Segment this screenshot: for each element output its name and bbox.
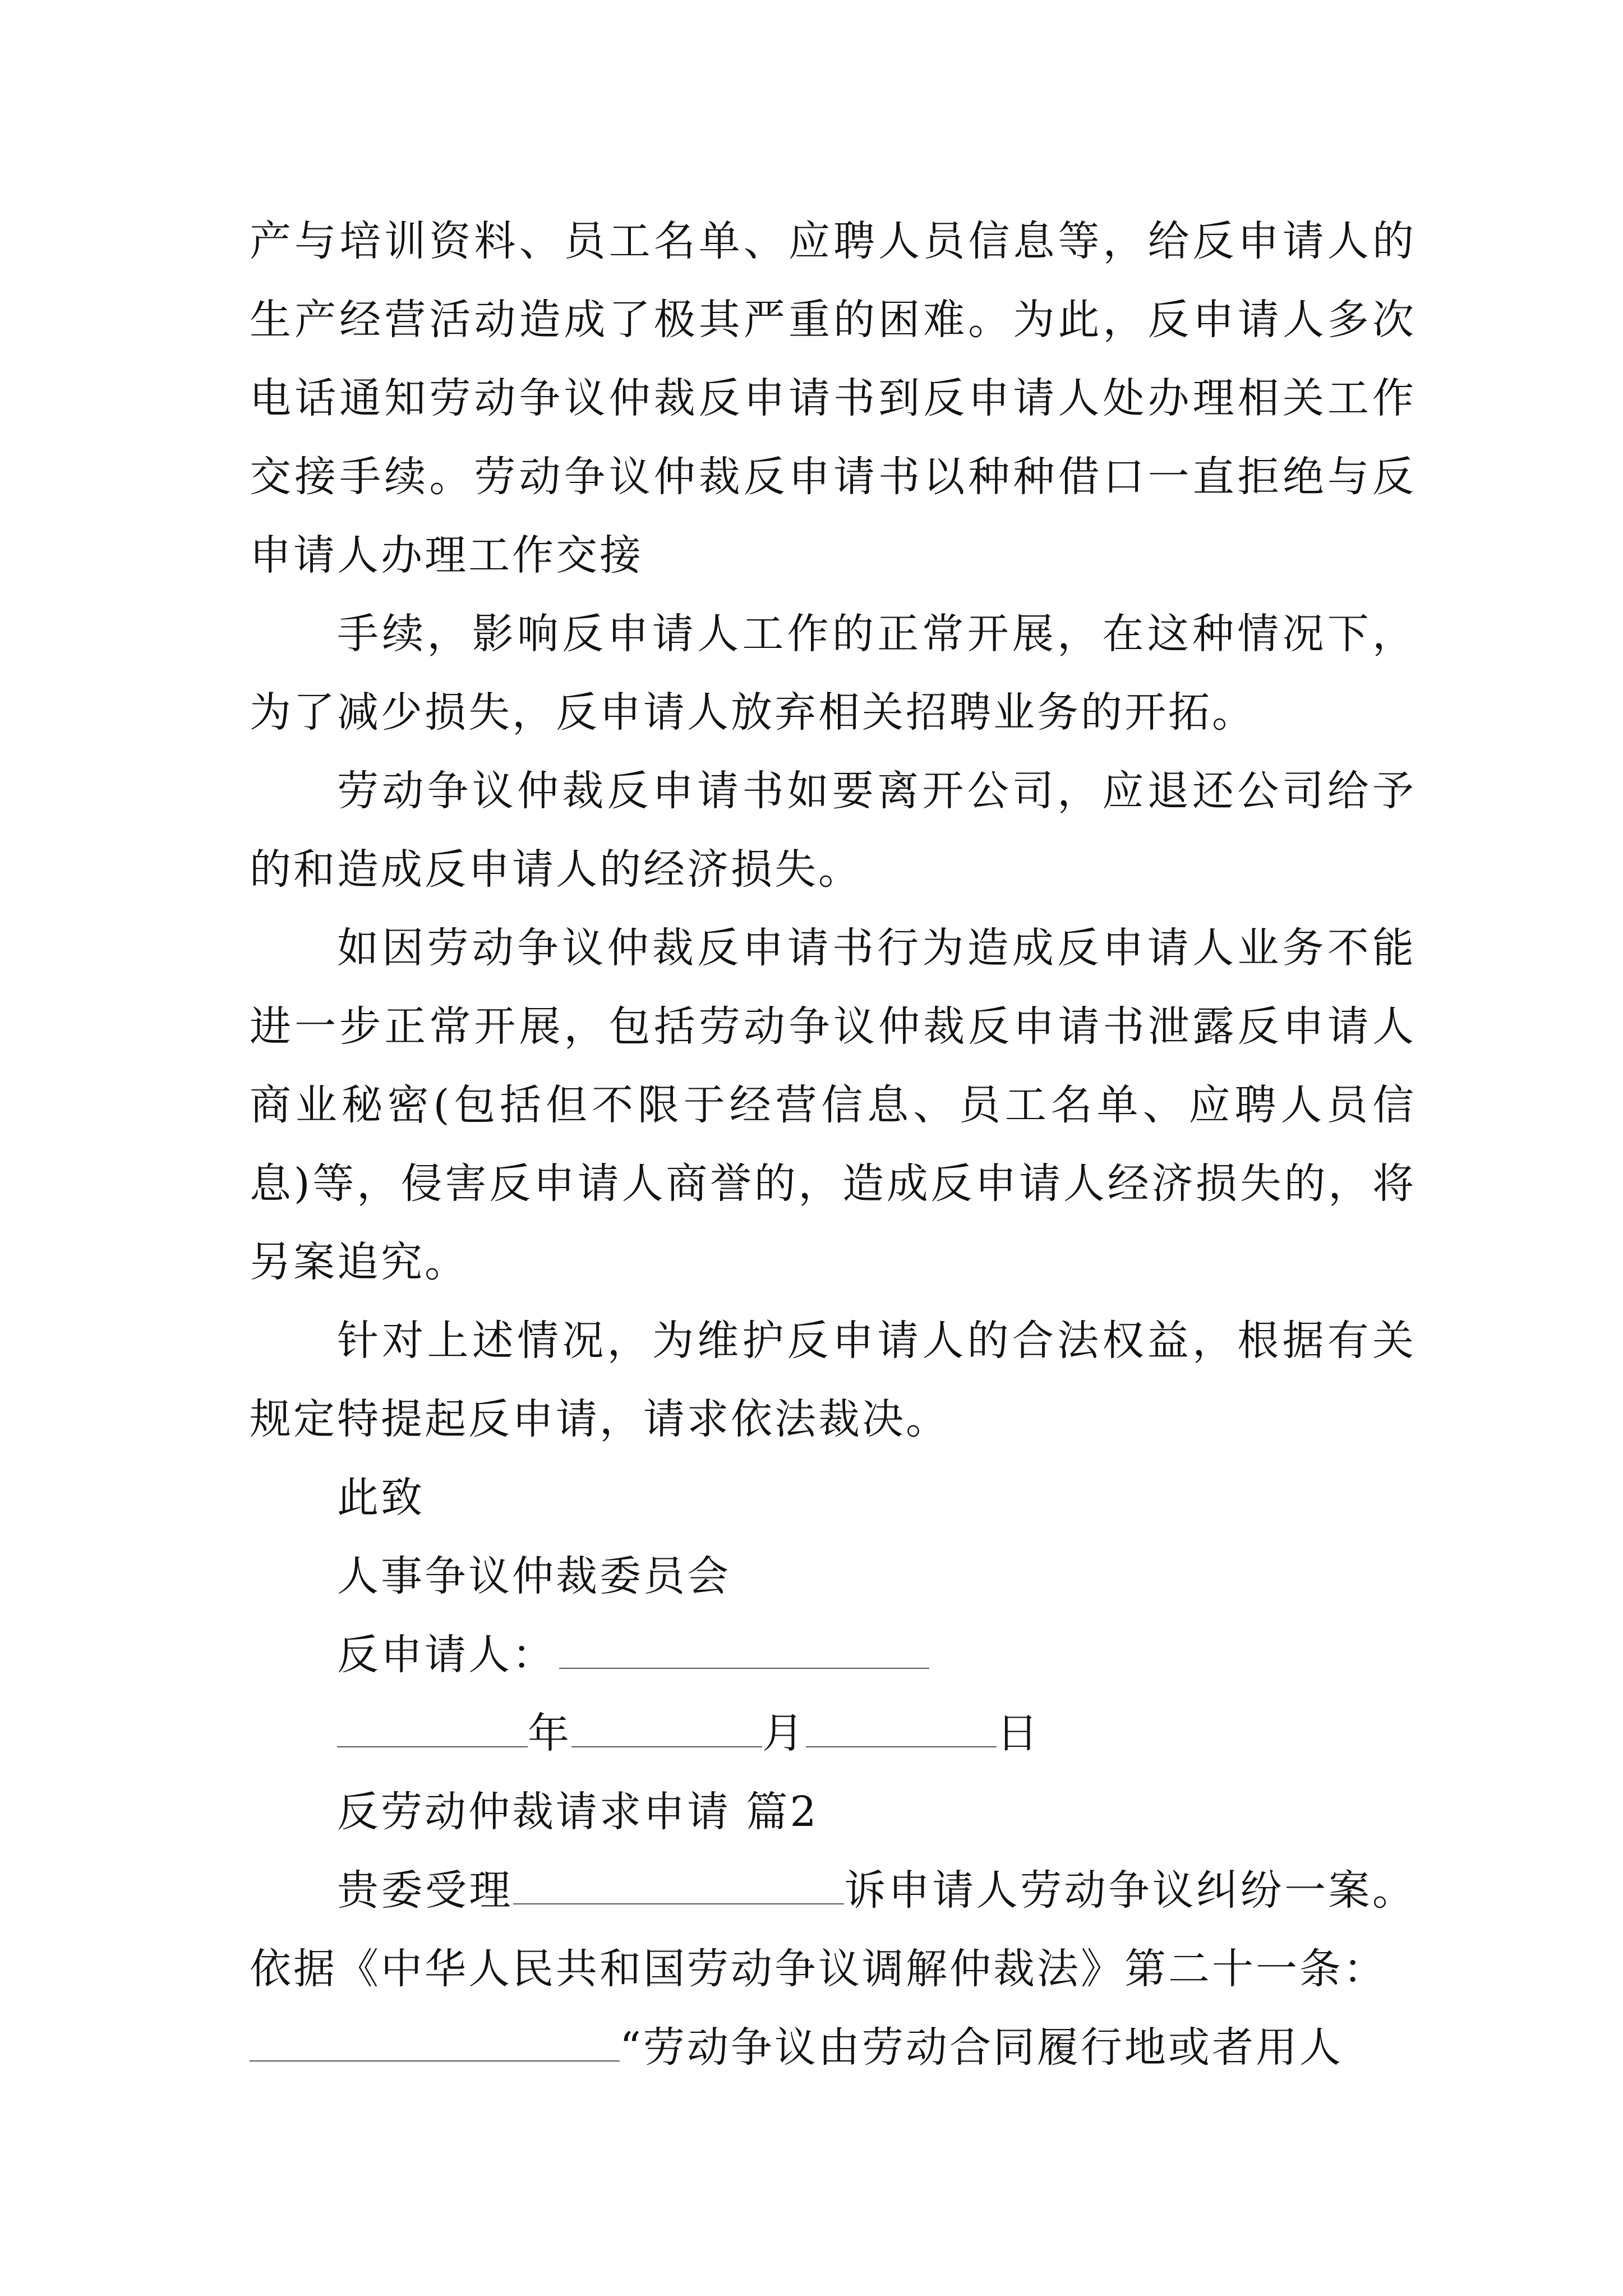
signature-line [250,1616,1416,1694]
paragraph-5: 针对上述情况，为维护反申请人的合法权益，根据有关规定特提起反申请，请求依法裁决。 [250,1317,1416,1443]
second-blank[interactable] [250,2020,620,2062]
year-label: 年 [528,1709,571,1757]
section-heading: 反劳动仲裁请求申请 篇2 [337,1788,819,1836]
day-blank[interactable] [806,1706,997,1747]
signature-label: 反申请人： [337,1631,556,1679]
signature-blank[interactable] [559,1627,929,1669]
paragraph-1: 产与培训资料、员工名单、应聘人员信息等，给反申请人的生产经营活动造成了极其严重的困难。为此，反申请人多次电话通知劳动争议仲裁反申请书到反申请人处办理相关工作交接手续。劳动争议仲裁反申请书以种种借口一直拒绝与反申请人办理工作交接 [250,217,1416,579]
paragraph-4: 如因劳动争议仲裁反申请书行为造成反申请人业务不能进一步正常开展，包括劳动争议仲裁反申请书泄露反申请人商业秘密(包括但不限于经营信息、员工名单、应聘人员信息)等，侵害反申请人商誉的，造成反申请人经济损失的，将另案追究。 [250,924,1416,1286]
paragraph-3: 劳动争议仲裁反申请书如要离开公司，应退还公司给予的和造成反申请人的经济损失。 [250,767,1416,894]
month-blank[interactable] [571,1706,762,1747]
month-label: 月 [762,1709,806,1757]
salutation: 此致 [337,1474,425,1522]
paragraph-6-middle: 诉申请人劳动争议纠纷一案。依据《中华人民共和国劳动争议调解仲裁法》第二十一条： [250,1866,1417,1993]
year-blank[interactable] [337,1706,528,1747]
document-body [250,202,1416,2087]
paragraph-6-start: 贵委受理 [337,1866,513,1915]
date-line [250,1694,1416,1773]
paragraph-6 [250,1851,1416,2087]
paragraph-6-end: “劳动争议由劳动合同履行地或者用人 [620,2023,1343,2072]
paragraph-2: 手续，影响反申请人工作的正常开展，在这种情况下，为了减少损失，反申请人放弃相关招聘业务的开拓。 [250,610,1416,737]
day-label: 日 [997,1709,1040,1757]
case-party-blank[interactable] [513,1863,844,1904]
addressee: 人事争议仲裁委员会 [337,1552,731,1600]
